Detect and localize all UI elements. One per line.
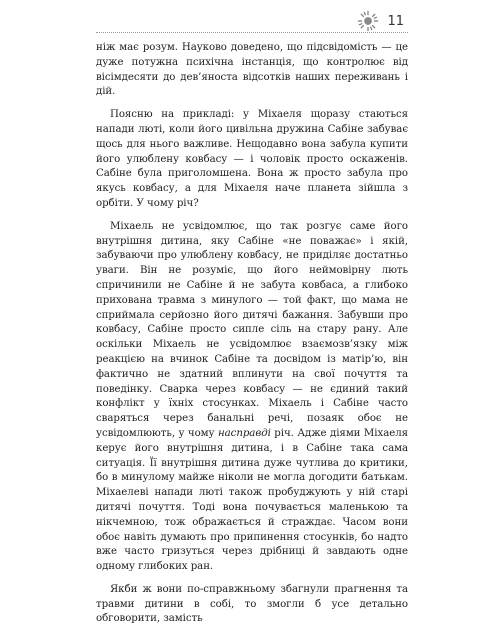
header-divider bbox=[96, 32, 408, 33]
page-number: 11 bbox=[387, 13, 404, 29]
emphasis-word: насправді bbox=[217, 427, 271, 439]
paragraph-2: Поясню на прикладі: у Міхаеля щоразу стаються напади люті, коли його цивільна дружина Сабіне забуває щось для нього важливе. Нещодавно вона забула купити його улюблену ковбасу — і чоловік просто оскаженів. Сабіне була приголомшена. Вона ж просто забула про якусь ковбасу, а для Міхаеля наче планета зійшла з орбіти. У чому річ? bbox=[96, 109, 408, 209]
paragraph-4: Якби ж вони по-справжньому збагнули прагнення та травми дитини в собі, то змогли б усе детально обговорити, замість bbox=[96, 583, 408, 625]
paragraph-3-continuation: річ. Адже діями Міхаеля керує його внутрішня дитина, і в Сабіне така сама ситуація. Її внутрішня дитина дуже чутлива до критики, бо в минулому майже ніколи не могла догодити батькам. Міхаелеві напади люті також пробуджують у ній старі дитячі почуття. Тоді вона почувається маленькою та нікчемною, тож ображається й страждає. Часом вони обоє навіть думають про припинення стосунків, бо надто вже часто гризуться через дрібниці й завдають одне одному глибоких ран. bbox=[96, 427, 408, 573]
page-header bbox=[357, 10, 404, 32]
paragraph-3 bbox=[96, 220, 408, 575]
sun-icon bbox=[357, 10, 379, 32]
body-text bbox=[96, 41, 408, 627]
paragraph-1: ніж має розум. Науково доведено, що підсвідомість — це дуже потужна психічна інстанція, що контролює від вісімдесяти до дев’яноста відсотків наших переживань і дій. bbox=[96, 42, 408, 98]
paragraph-3-text: Міхаель не усвідомлює, що так розгує саме його внутрішня дитина, яку Сабіне «не поважає» і якій, забуваючи про улюблену ковбасу, не приділяє достатньо уваги. Він не розуміє, що його неймовірну лють спричинили не Сабіне й не забута ковбаса, а глибоко прихована травма з минулого — той факт, що мама не сприймала серйозно його дитячі бажання. Забувши про ковбасу, Сабіне просто сипле сіль на стару рану. Але оскільки Міхаель не усвідомлює взаємозв’язку між реакцією на вчинок Сабіне та досвідом із матір’ю, він фактично не здатний вплинути на свої почуття та поведінку. Сварка через ковбасу — не єдиний такий конфлікт у їхніх стосунках. Міхаель і Сабіне часто сваряться через банальні речі, позаяк обоє не усвідомлюють, у чому bbox=[96, 220, 408, 439]
